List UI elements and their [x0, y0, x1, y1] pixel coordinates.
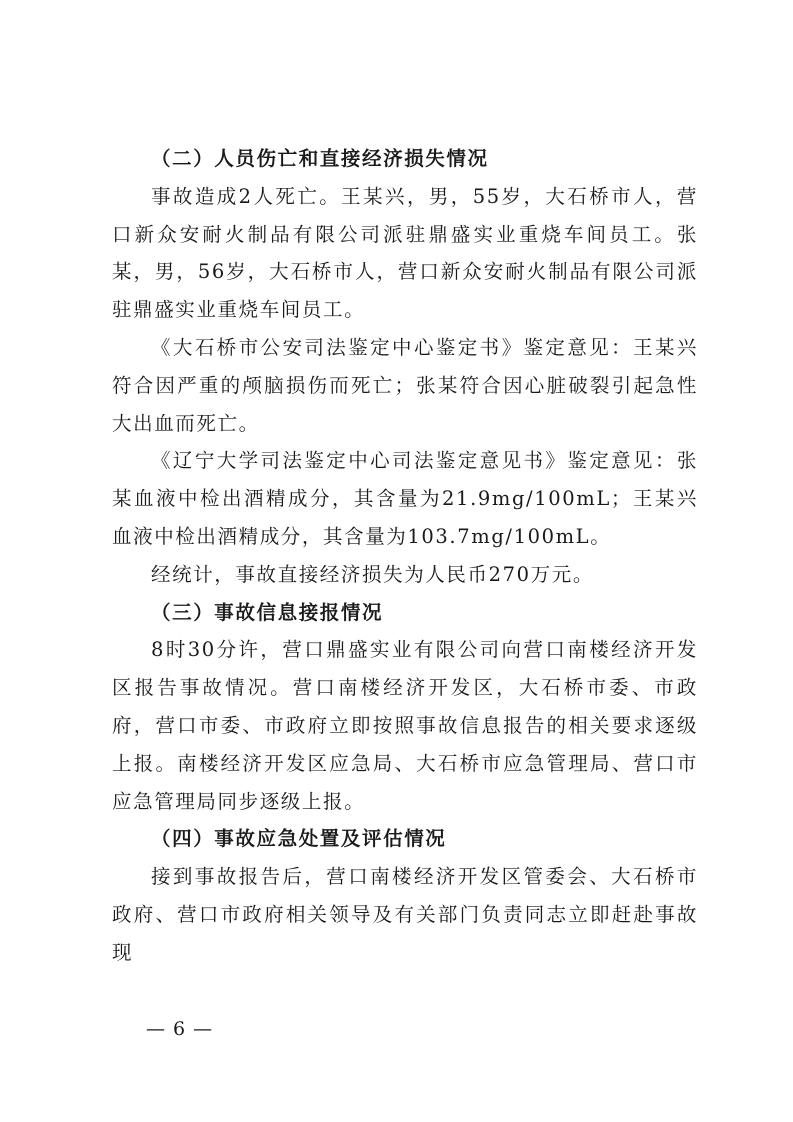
paragraph-casualties: 事故造成2人死亡。王某兴，男，55岁，大石桥市人，营口新众安耐火制品有限公司派驻鼎盛实业重烧车间员工。张某，男，56岁，大石桥市人，营口新众安耐火制品有限公司派驻鼎盛实业重烧车间员工。: [112, 184, 698, 322]
paragraph-economic-loss: 经统计，事故直接经济损失为人民币270万元。: [151, 562, 594, 586]
paragraph-emergency-response: 接到事故报告后，营口南楼经济开发区管委会、大石桥市政府、营口市政府相关领导及有关部门负责同志立即赶赴事故现: [112, 865, 698, 964]
document-body: [112, 140, 698, 972]
section-heading-emergency-response: （四）事故应急处置及评估情况: [151, 827, 447, 851]
paragraph-reporting: 8时30分许，营口鼎盛实业有限公司向营口南楼经济开发区报告事故情况。营口南楼经济开发区，大石桥市委、市政府，营口市委、市政府立即按照事故信息报告的相关要求逐级上报。南楼经济开发区应急局、大石桥市应急管理局、营口市应急管理局同步逐级上报。: [112, 638, 698, 813]
paragraph-forensic-university: 《辽宁大学司法鉴定中心司法鉴定意见书》鉴定意见：张某血液中检出酒精成分，其含量为21.9mg/100mL；王某兴血液中检出酒精成分，其含量为103.7mg/100mL。: [112, 449, 698, 548]
section-heading-casualties: （二）人员伤亡和直接经济损失情况: [151, 147, 489, 170]
paragraph-forensic-police: 《大石桥市公安司法鉴定中心鉴定书》鉴定意见：王某兴符合因严重的颅脑损伤而死亡；张某符合因心脏破裂引起急性大出血而死亡。: [112, 335, 698, 435]
page-number: — 6 —: [146, 1018, 214, 1040]
section-heading-reporting: （三）事故信息接报情况: [151, 600, 384, 624]
